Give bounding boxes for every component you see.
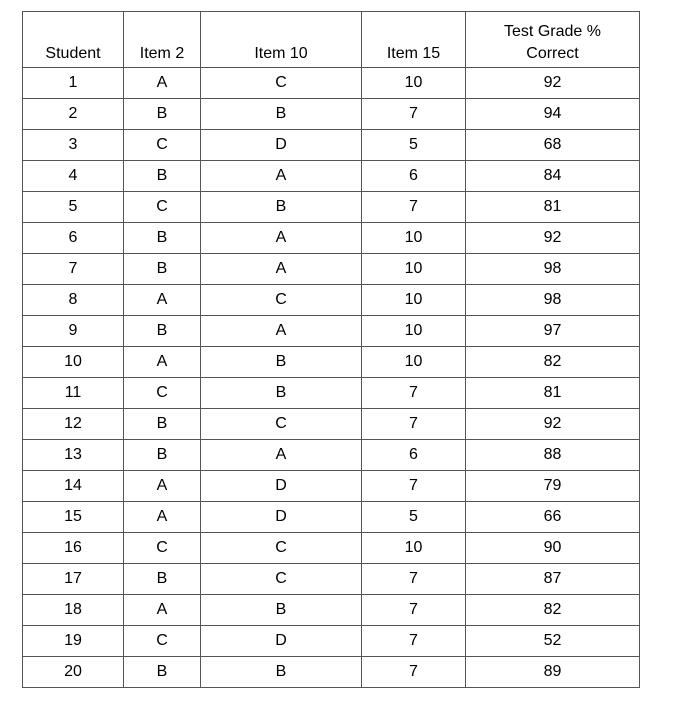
header-student: Student: [23, 12, 124, 68]
header-item-2: Item 2: [124, 12, 201, 68]
cell-student: 3: [23, 130, 124, 161]
cell-item-15: 5: [362, 502, 466, 533]
cell-item-10: C: [201, 564, 362, 595]
cell-student: 8: [23, 285, 124, 316]
cell-item-2: A: [124, 68, 201, 99]
cell-student: 7: [23, 254, 124, 285]
table-row: [23, 626, 640, 657]
cell-item-10: A: [201, 223, 362, 254]
table-row: [23, 657, 640, 688]
cell-item-10: C: [201, 409, 362, 440]
cell-student: 15: [23, 502, 124, 533]
cell-item-10: B: [201, 657, 362, 688]
cell-student: 2: [23, 99, 124, 130]
cell-item-10: C: [201, 533, 362, 564]
cell-test-grade: 84: [466, 161, 640, 192]
cell-test-grade: 98: [466, 254, 640, 285]
cell-item-15: 10: [362, 285, 466, 316]
cell-item-15: 7: [362, 192, 466, 223]
table-body: [23, 68, 640, 688]
cell-test-grade: 92: [466, 68, 640, 99]
cell-item-2: B: [124, 409, 201, 440]
cell-item-15: 7: [362, 626, 466, 657]
cell-test-grade: 82: [466, 595, 640, 626]
cell-item-15: 7: [362, 471, 466, 502]
cell-item-2: C: [124, 626, 201, 657]
cell-test-grade: 81: [466, 192, 640, 223]
table-row: [23, 471, 640, 502]
cell-student: 16: [23, 533, 124, 564]
cell-item-2: B: [124, 657, 201, 688]
table-row: [23, 192, 640, 223]
cell-test-grade: 97: [466, 316, 640, 347]
grades-table-container: [22, 11, 640, 688]
cell-item-2: B: [124, 254, 201, 285]
cell-item-15: 7: [362, 409, 466, 440]
cell-item-15: 10: [362, 316, 466, 347]
cell-item-2: A: [124, 502, 201, 533]
cell-test-grade: 94: [466, 99, 640, 130]
cell-item-10: A: [201, 254, 362, 285]
cell-item-15: 10: [362, 254, 466, 285]
cell-item-10: B: [201, 99, 362, 130]
cell-item-15: 10: [362, 347, 466, 378]
table-row: [23, 223, 640, 254]
cell-item-10: B: [201, 595, 362, 626]
cell-test-grade: 79: [466, 471, 640, 502]
cell-item-10: B: [201, 378, 362, 409]
table-row: [23, 161, 640, 192]
cell-student: 18: [23, 595, 124, 626]
cell-test-grade: 52: [466, 626, 640, 657]
cell-student: 5: [23, 192, 124, 223]
cell-test-grade: 88: [466, 440, 640, 471]
cell-item-15: 7: [362, 595, 466, 626]
cell-item-10: A: [201, 316, 362, 347]
cell-item-10: A: [201, 161, 362, 192]
cell-test-grade: 87: [466, 564, 640, 595]
header-item-15: Item 15: [362, 12, 466, 68]
cell-student: 1: [23, 68, 124, 99]
cell-student: 13: [23, 440, 124, 471]
header-test-grade-line1: Test Grade %: [504, 23, 601, 40]
cell-test-grade: 90: [466, 533, 640, 564]
cell-item-10: B: [201, 192, 362, 223]
cell-item-2: C: [124, 130, 201, 161]
cell-student: 12: [23, 409, 124, 440]
cell-student: 17: [23, 564, 124, 595]
cell-test-grade: 98: [466, 285, 640, 316]
cell-item-2: B: [124, 316, 201, 347]
table-row: [23, 316, 640, 347]
cell-item-2: A: [124, 595, 201, 626]
cell-student: 10: [23, 347, 124, 378]
cell-test-grade: 81: [466, 378, 640, 409]
cell-student: 4: [23, 161, 124, 192]
cell-item-2: A: [124, 347, 201, 378]
cell-item-10: B: [201, 347, 362, 378]
table-row: [23, 285, 640, 316]
cell-test-grade: 82: [466, 347, 640, 378]
grades-table: [22, 11, 640, 688]
cell-item-15: 10: [362, 533, 466, 564]
cell-item-2: A: [124, 285, 201, 316]
cell-item-2: B: [124, 440, 201, 471]
cell-student: 19: [23, 626, 124, 657]
cell-item-15: 10: [362, 223, 466, 254]
cell-item-2: C: [124, 192, 201, 223]
cell-item-10: D: [201, 130, 362, 161]
cell-item-2: B: [124, 99, 201, 130]
cell-item-10: C: [201, 285, 362, 316]
table-row: [23, 254, 640, 285]
table-row: [23, 68, 640, 99]
cell-item-15: 7: [362, 657, 466, 688]
cell-item-15: 7: [362, 99, 466, 130]
cell-item-10: D: [201, 626, 362, 657]
header-test-grade-line2: Correct: [526, 45, 579, 62]
cell-test-grade: 92: [466, 223, 640, 254]
cell-student: 11: [23, 378, 124, 409]
header-test-grade: [466, 12, 640, 68]
table-row: [23, 130, 640, 161]
cell-student: 14: [23, 471, 124, 502]
table-row: [23, 440, 640, 471]
table-row: [23, 378, 640, 409]
cell-item-15: 7: [362, 564, 466, 595]
table-row: [23, 595, 640, 626]
cell-item-15: 7: [362, 378, 466, 409]
cell-item-10: C: [201, 68, 362, 99]
cell-item-10: D: [201, 502, 362, 533]
cell-student: 6: [23, 223, 124, 254]
cell-test-grade: 66: [466, 502, 640, 533]
table-row: [23, 564, 640, 595]
cell-item-2: B: [124, 564, 201, 595]
table-row: [23, 99, 640, 130]
cell-item-2: C: [124, 533, 201, 564]
cell-item-15: 10: [362, 68, 466, 99]
cell-item-15: 6: [362, 161, 466, 192]
cell-test-grade: 92: [466, 409, 640, 440]
header-row: [23, 12, 640, 68]
table-row: [23, 347, 640, 378]
header-item-10: Item 10: [201, 12, 362, 68]
table-row: [23, 502, 640, 533]
cell-item-2: A: [124, 471, 201, 502]
cell-item-2: B: [124, 223, 201, 254]
cell-student: 20: [23, 657, 124, 688]
cell-item-10: D: [201, 471, 362, 502]
table-row: [23, 533, 640, 564]
table-row: [23, 409, 640, 440]
cell-student: 9: [23, 316, 124, 347]
cell-item-15: 5: [362, 130, 466, 161]
cell-test-grade: 89: [466, 657, 640, 688]
cell-item-15: 6: [362, 440, 466, 471]
cell-item-10: A: [201, 440, 362, 471]
cell-item-2: C: [124, 378, 201, 409]
cell-item-2: B: [124, 161, 201, 192]
cell-test-grade: 68: [466, 130, 640, 161]
